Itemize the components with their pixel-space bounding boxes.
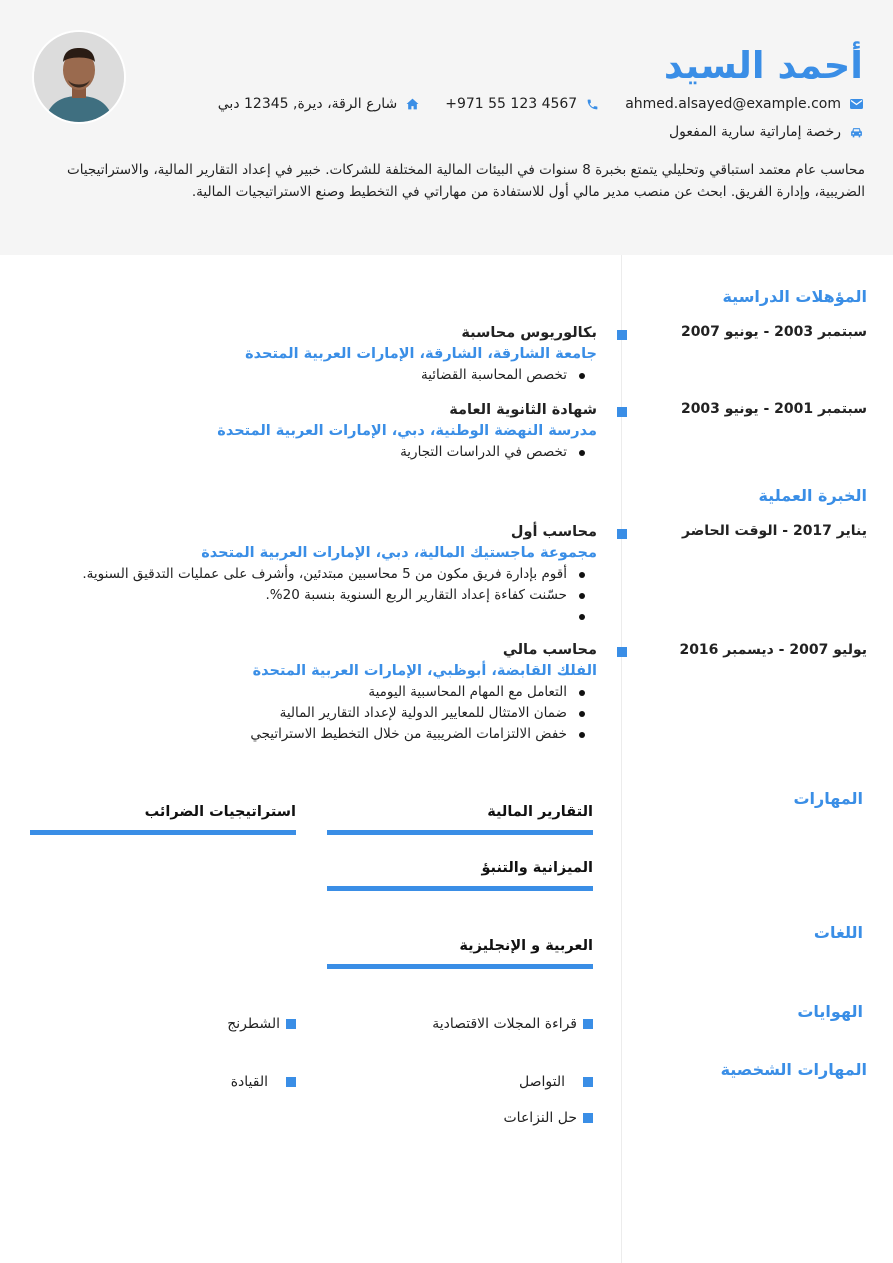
soft-skill-item-2: [231, 1074, 296, 1090]
bullet-square-icon: [583, 1019, 593, 1029]
hobby-item-1: [432, 1016, 593, 1032]
detail-list: [37, 564, 597, 627]
skill-level-bar: [327, 886, 593, 891]
education-entry-2: [37, 400, 597, 463]
avatar: [32, 30, 126, 124]
skill-name: التقارير المالية: [487, 804, 593, 820]
contact-row-2: [669, 124, 863, 140]
education-title: المؤهلات الدراسية: [722, 287, 867, 306]
skill-level-bar: [30, 830, 296, 835]
bullet-square-icon: [617, 647, 627, 657]
experience-date-1: يناير 2017 - الوقت الحاضر: [682, 523, 867, 539]
contact-address: [218, 96, 420, 112]
bullet-square-icon: [617, 529, 627, 539]
role-title: محاسب مالي: [502, 642, 597, 658]
address-text: شارع الرقة، ديرة, 12345 دبي: [217, 96, 398, 112]
skill-item-1: [327, 802, 593, 835]
school-name: جامعة الشارقة، الشارقة، الإمارات العربية المتحدة: [245, 346, 597, 362]
hobby-text: الشطرنج: [227, 1016, 280, 1032]
soft-skill-text: حل النزاعات: [503, 1110, 577, 1126]
list-item: ضمان الامتثال للمعايير الدولية لإعداد التقارير المالية: [37, 703, 567, 724]
soft-skill-item-3: [504, 1110, 594, 1126]
hobby-item-2: [227, 1016, 296, 1032]
license-text: رخصة إماراتية سارية المفعول: [669, 124, 841, 140]
bullet-square-icon: [286, 1077, 296, 1087]
list-item: حسّنت كفاءة إعداد التقارير الربع السنوية بنسبة 20%.: [37, 585, 567, 606]
car-icon: [849, 125, 863, 139]
hobbies-title: الهوايات: [797, 1002, 863, 1021]
experience-entry-1: [37, 522, 597, 627]
language-item-1: [327, 936, 593, 969]
contact-license: [669, 124, 863, 140]
profile-photo-icon: [34, 32, 124, 122]
education-date-1: سبتمبر 2003 - يونيو 2007: [680, 324, 867, 340]
skill-item-2: [30, 802, 296, 835]
bullet-square-icon: [583, 1077, 593, 1087]
skill-name: استراتيجيات الضرائب: [144, 804, 296, 820]
contact-phone[interactable]: [445, 96, 599, 112]
envelope-icon: [849, 97, 863, 111]
skills-title: المهارات: [793, 789, 863, 808]
skill-name: الميزانية والتنبؤ: [481, 860, 593, 876]
bullet-square-icon: [286, 1019, 296, 1029]
detail-list: [37, 442, 597, 463]
bullet-square-icon: [583, 1113, 593, 1123]
company-name: مجموعة ماجستيك المالية، دبي، الإمارات العربية المتحدة: [201, 545, 597, 561]
list-item: تخصص المحاسبة القضائية: [37, 365, 567, 386]
detail-list: [37, 682, 597, 745]
profile-summary: محاسب عام معتمد استباقي وتحليلي يتمتع بخبرة 8 سنوات في البيئات المالية المختلفة للشركات. خبير في إعداد التقارير المالية، والاستراتيجيات الضريبية، وإدارة الفريق. ابحث عن منصب مدير مالي أول للاستفادة من مهاراتي في التخطيط وصنع الاستراتيجيات المالية.: [67, 162, 865, 200]
experience-date-2: يوليو 2007 - ديسمبر 2016: [679, 642, 867, 658]
degree-title: بكالوريوس محاسبة: [461, 325, 597, 341]
soft-skills-title: المهارات الشخصية: [720, 1060, 867, 1079]
phone-text: +971 55 123 4567: [445, 96, 578, 112]
contact-row: [218, 96, 863, 112]
soft-skill-item-1: [519, 1074, 593, 1090]
role-title: محاسب أول: [510, 524, 597, 540]
email-text: ahmed.alsayed@example.com: [625, 96, 841, 112]
language-level-bar: [327, 964, 593, 969]
contact-email[interactable]: [625, 96, 863, 112]
list-item: تخصص في الدراسات التجارية: [37, 442, 567, 463]
bullet-square-icon: [617, 407, 627, 417]
skill-item-3: [327, 858, 593, 891]
full-name: أحمد السيد: [663, 44, 863, 87]
experience-entry-2: [37, 640, 597, 745]
experience-title: الخبرة العملية: [758, 486, 867, 505]
soft-skill-text: التواصل: [519, 1074, 565, 1090]
list-item: [37, 606, 567, 627]
soft-skill-text: القيادة: [230, 1074, 268, 1090]
languages-title: اللغات: [813, 923, 863, 942]
home-icon: [405, 97, 419, 111]
bullet-square-icon: [617, 330, 627, 340]
degree-title: شهادة الثانوية العامة: [449, 402, 597, 418]
list-item: التعامل مع المهام المحاسبية اليومية: [37, 682, 567, 703]
list-item: خفض الالتزامات الضريبية من خلال التخطيط الاستراتيجي: [37, 724, 567, 745]
company-name: الفلك القابضة، أبوظبي، الإمارات العربية المتحدة: [252, 663, 597, 679]
phone-icon: [585, 97, 599, 111]
education-date-2: سبتمبر 2001 - يونيو 2003: [680, 401, 867, 417]
hobby-text: قراءة المجلات الاقتصادية: [432, 1016, 577, 1032]
list-item: أقوم بإدارة فريق مكون من 5 محاسبين مبتدئين، وأشرف على عمليات التدقيق السنوية.: [37, 564, 567, 585]
detail-list: [37, 365, 597, 386]
education-entry-1: [37, 323, 597, 386]
skill-level-bar: [327, 830, 593, 835]
language-name: العربية و الإنجليزية: [459, 938, 593, 954]
school-name: مدرسة النهضة الوطنية، دبي، الإمارات العربية المتحدة: [217, 423, 597, 439]
